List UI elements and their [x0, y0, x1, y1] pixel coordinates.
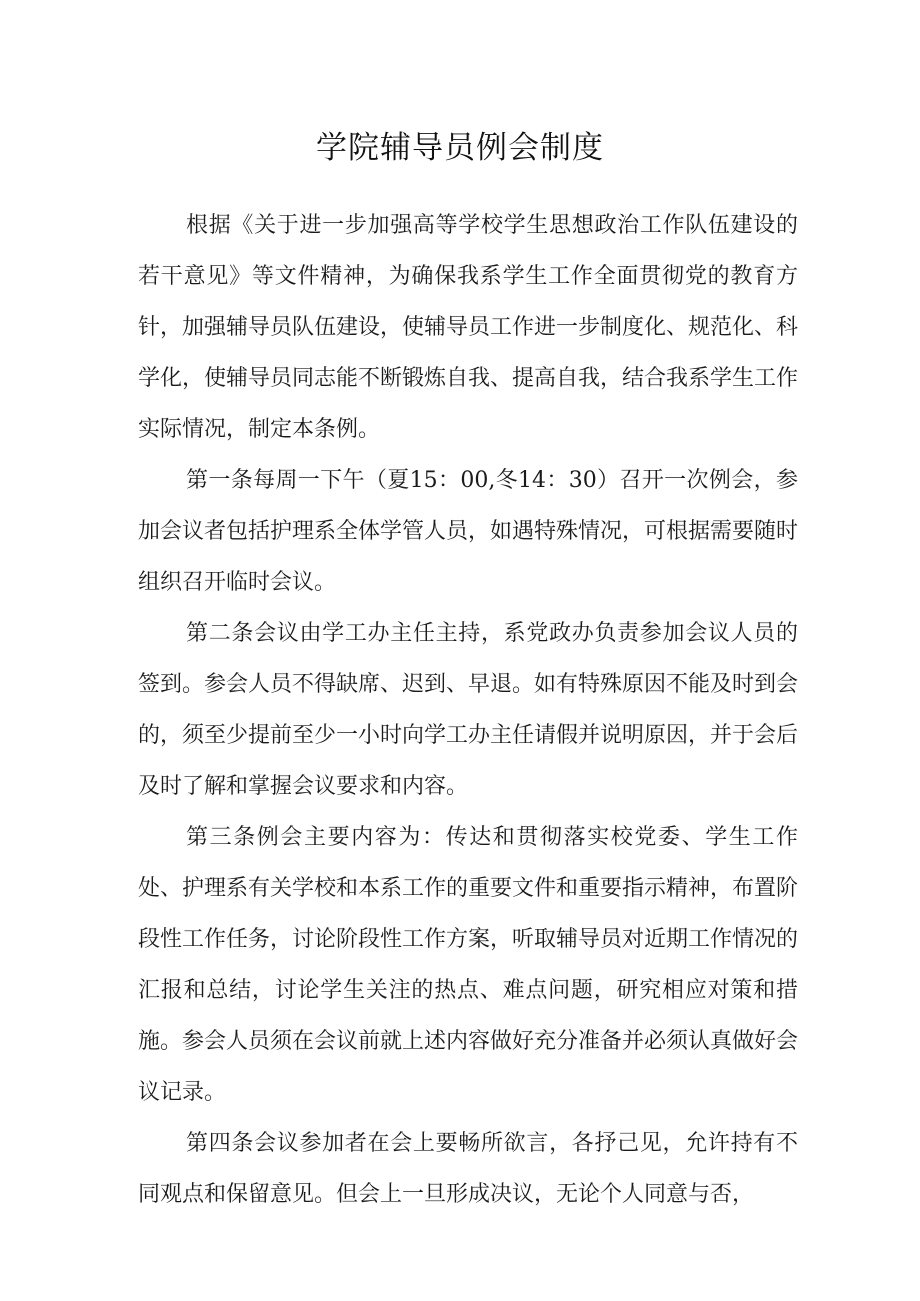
- paragraph-article-4: 第四条会议参加者在会上要畅所欲言，各抒己见，允许持有不同观点和保留意见。但会上一旦形成决议，无论个人同意与否，: [138, 1131, 798, 1207]
- document-title: 学院辅导员例会制度: [316, 130, 604, 166]
- paragraph-article-3: 第三条例会主要内容为：传达和贯彻落实校党委、学生工作处、护理系有关学校和本系工作的重要文件和重要指示精神，布置阶段性工作任务，讨论阶段性工作方案，听取辅导员对近期工作情况的汇报和总结，讨论学生关注的热点、难点问题，研究相应对策和措施。参会人员须在会议前就上述内容做好充分准备并必须认真做好会议记录。: [138, 825, 799, 1105]
- paragraph-article-2: 第二条会议由学工办主任主持，系党政办负责参加会议人员的签到。参会人员不得缺席、迟到、早退。如有特殊原因不能及时到会的，须至少提前至少一小时向学工办主任请假并说明原因，并于会后及时了解和掌握会议要求和内容。: [138, 621, 799, 799]
- paragraph-article-1: 第一条每周一下午（夏15：00,冬14：30）召开一次例会，参加会议者包括护理系全体学管人员，如遇特殊情况，可根据需要随时组织召开临时会议。: [138, 468, 799, 595]
- document-body: [138, 200, 798, 1220]
- paragraph-intro: 根据《关于进一步加强高等学校学生思想政治工作队伍建设的若干意见》等文件精神，为确保我系学生工作全面贯彻党的教育方针，加强辅导员队伍建设，使辅导员工作进一步制度化、规范化、科学化，使辅导员同志能不断锻炼自我、提高自我，结合我系学生工作实际情况，制定本条例。: [138, 213, 799, 442]
